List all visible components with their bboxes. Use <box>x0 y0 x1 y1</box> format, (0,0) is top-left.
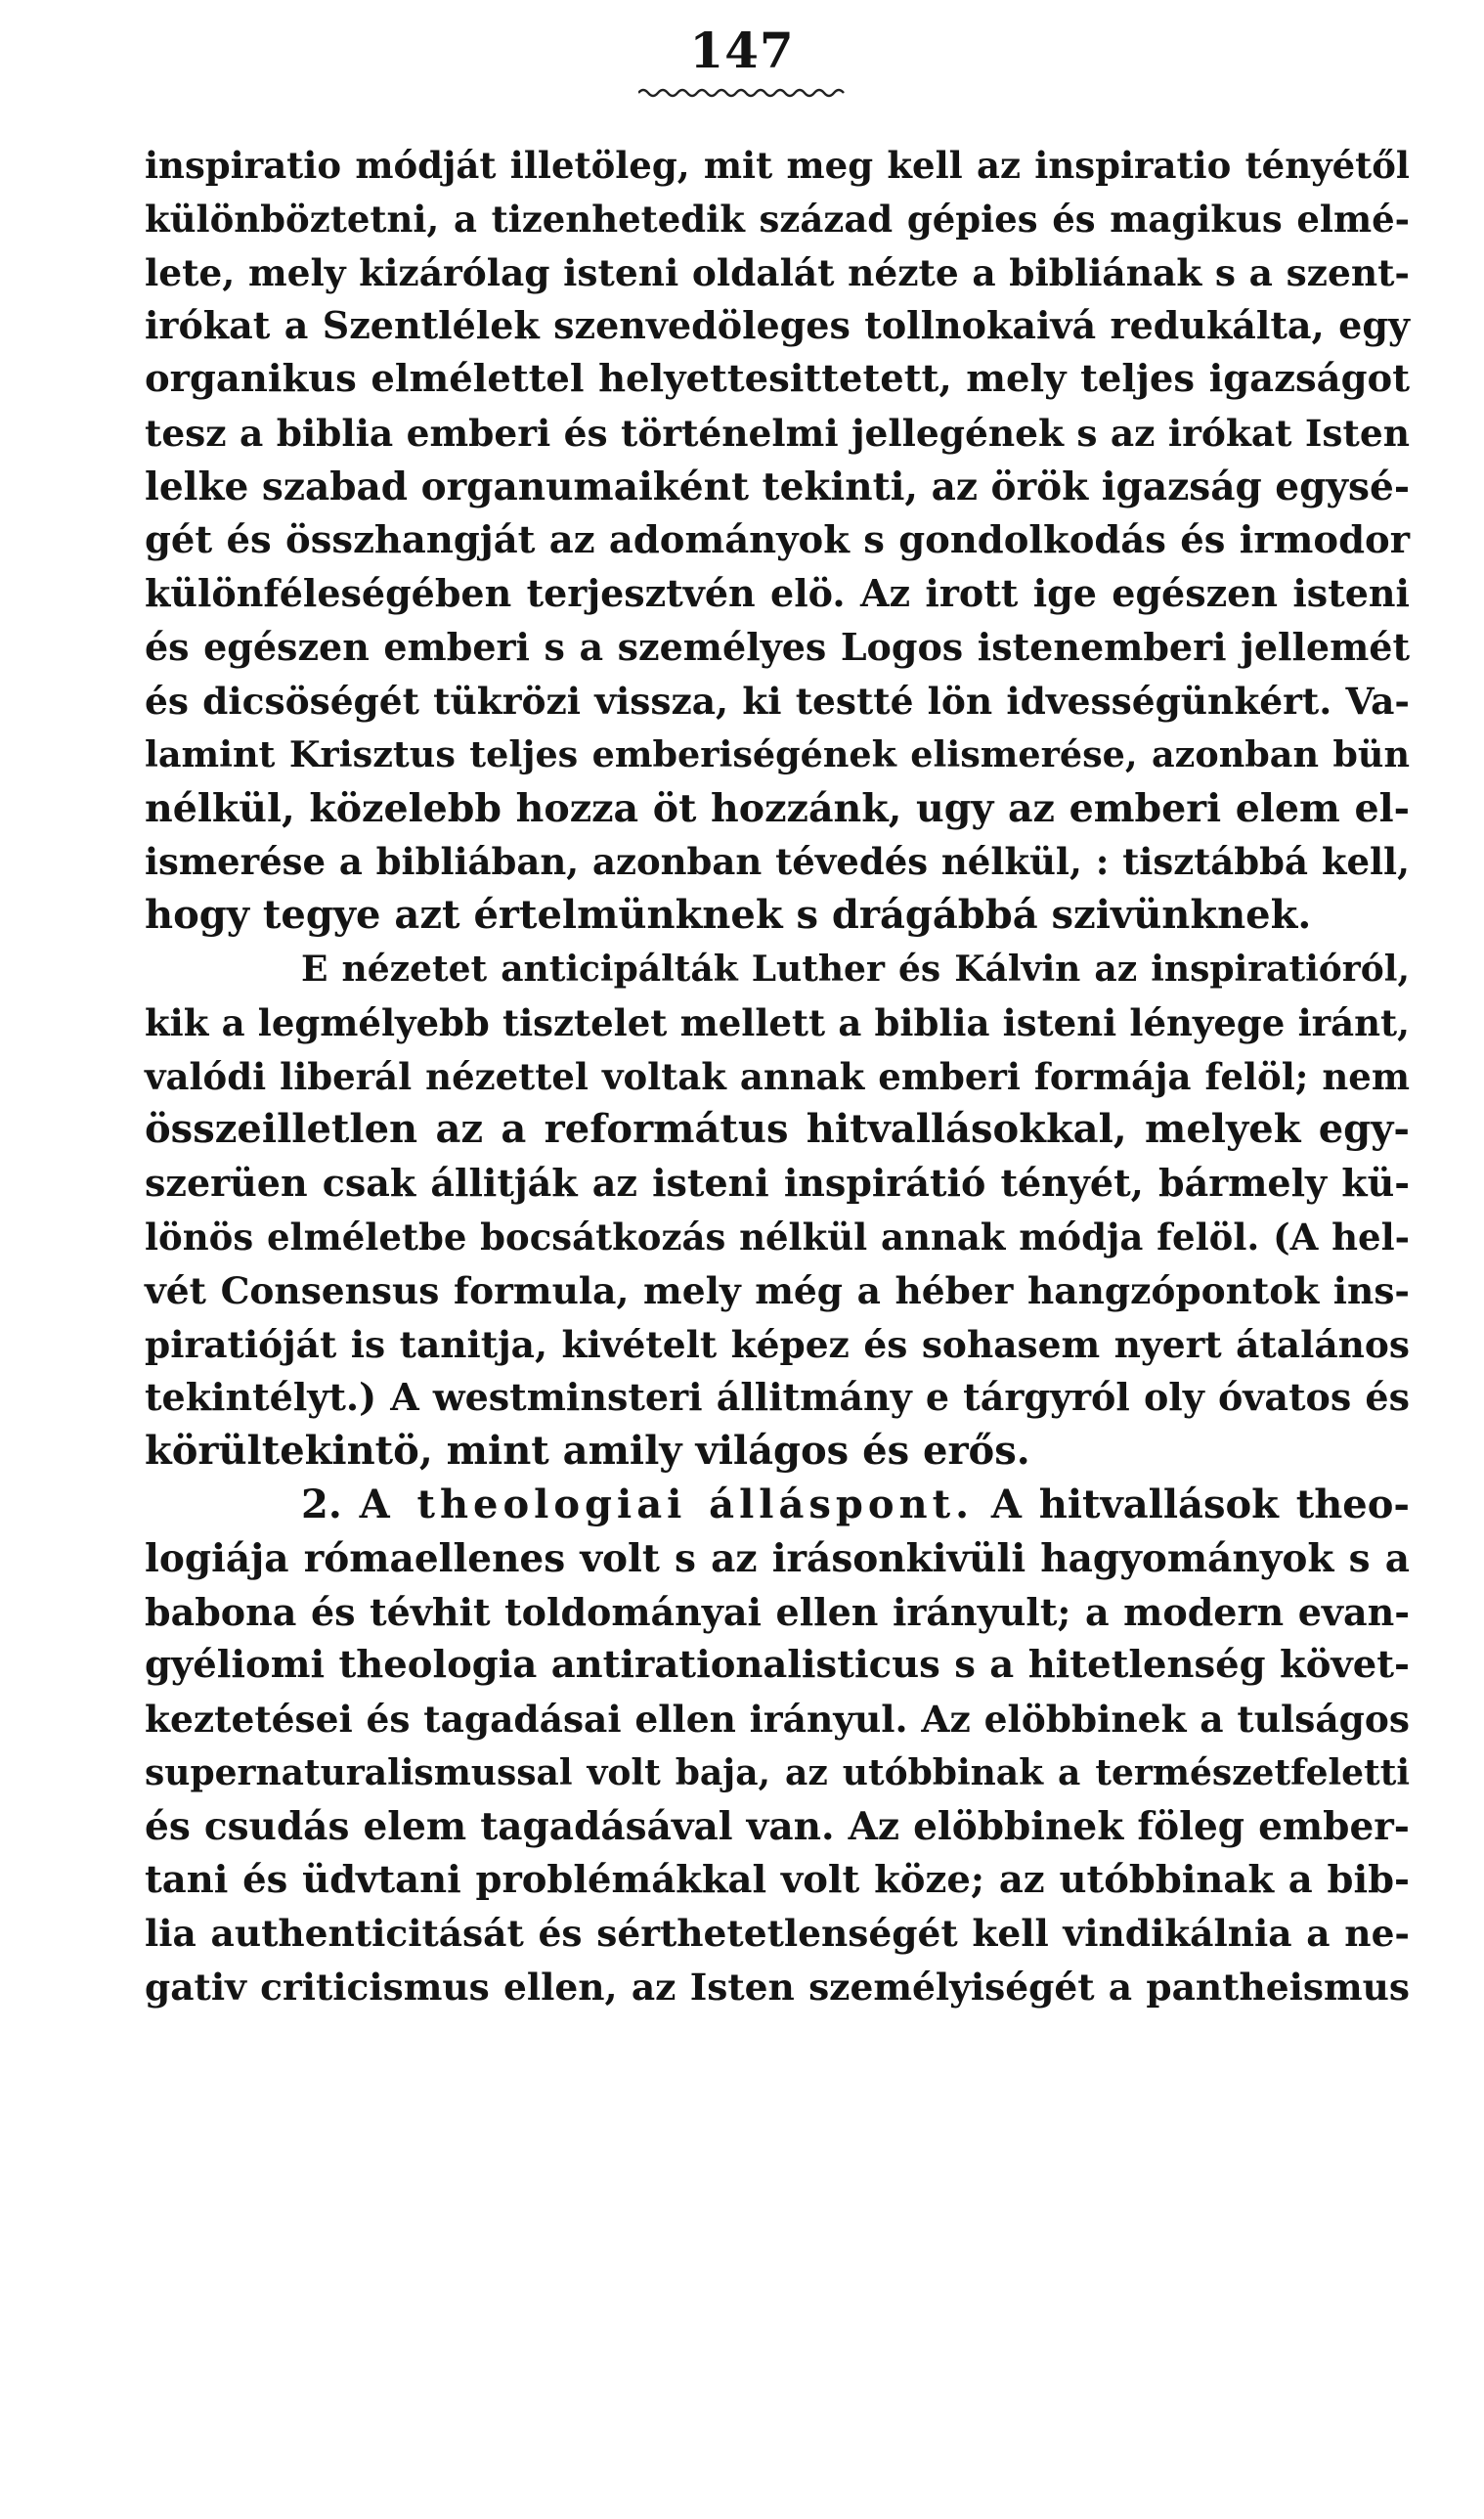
text-line: szerüen csak állitják az isteni inspirátió tényét, bármely kü- <box>145 1161 1410 1206</box>
text-line: piratióját is tanitja, kivételt képez és sohasem nyert átalános <box>145 1322 1410 1366</box>
text-line: kik a legmélyebb tisztelet mellett a biblia isteni lényege iránt, <box>145 1000 1410 1044</box>
section-number: 2. <box>301 1480 342 1527</box>
section-heading-continuation: A hitvallások theo- <box>990 1480 1410 1527</box>
text-line: valódi liberál nézettel voltak annak emberi formája felöl; nem <box>145 1054 1410 1098</box>
text-line: keztetései és tagadásai ellen irányul. Az elöbbinek a tulságos <box>145 1698 1410 1742</box>
section-heading-line <box>145 1479 1410 1532</box>
text-line: logiája rómaellenes volt s az irásonkivüli hagyományok s a <box>145 1535 1410 1581</box>
text-line: supernaturalismussal volt baja, az utóbbinak a természetfeletti <box>145 1751 1410 1793</box>
text-line: és dicsöségét tükrözi vissza, ki testté lön idvességünkért. Va- <box>145 679 1410 723</box>
text-line: különféleségében terjesztvén elö. Az irott ige egészen isteni <box>145 571 1410 616</box>
text-line: tani és üdvtani problémákkal volt köze; az utóbbinak a bib- <box>145 1857 1410 1902</box>
paragraph-first-line: E nézetet anticipálták Luther és Kálvin az inspiratióról, <box>301 948 1410 990</box>
text-line: gyéliomi theologia antirationalisticus s a hitetlenség követ- <box>145 1643 1410 1688</box>
text-line: különböztetni, a tizenhetedik század gépies és magikus elmé- <box>145 197 1410 241</box>
text-line: babona és tévhit toldományai ellen irányult; a modern evan- <box>145 1589 1410 1634</box>
page-number: 147 <box>689 22 795 79</box>
text-line: vét Consensus formula, mely még a héber hangzópontok ins- <box>145 1268 1410 1312</box>
text-line: ismerése a bibliában, azonban tévedés nélkül, : tisztábbá kell, <box>145 840 1410 884</box>
section-title: A theologiai álláspont. <box>359 1480 975 1527</box>
text-line: körültekintö, mint amily világos és erős. <box>145 1428 1030 1475</box>
text-line: nélkül, közelebb hozza öt hozzánk, ugy az emberi elem el- <box>145 785 1410 831</box>
text-line: inspiratio módját illetöleg, mit meg kell az inspiratio tényétől <box>145 144 1410 187</box>
decorative-wavy-rule <box>638 86 846 100</box>
text-line: tekintélyt.) A westminsteri állitmány e tárgyról oly óvatos és <box>145 1375 1410 1420</box>
text-line: lönös elméletbe bocsátkozás nélkül annak módja felöl. (A hel- <box>145 1215 1410 1259</box>
text-line: lelke szabad organumaiként tekinti, az örök igazság egysé- <box>145 464 1411 509</box>
text-line: gativ criticismus ellen, az Isten személyiségét a pantheismus <box>145 1966 1410 2010</box>
text-line: és egészen emberi s a személyes Logos istenemberi jellemét <box>145 625 1410 670</box>
body-text <box>145 139 1410 2014</box>
text-line: lamint Krisztus teljes emberiségének elismerése, azonban bün <box>145 732 1410 775</box>
text-line: hogy tegye azt értelmünknek s drágábbá szivünknek. <box>145 892 1312 939</box>
text-line: tesz a biblia emberi és történelmi jellegének s az irókat Isten <box>145 411 1410 455</box>
text-line: irókat a Szentlélek szenvedöleges tollnokaivá redukálta, egy <box>145 303 1410 348</box>
text-line: összeilletlen az a református hitvallásokkal, melyek egy- <box>145 1106 1410 1153</box>
text-line: és csudás elem tagadásával van. Az elöbbinek föleg ember- <box>145 1803 1410 1849</box>
text-line: lete, mely kizárólag isteni oldalát nézte a bibliának s a szent- <box>145 250 1410 294</box>
text-line: lia authenticitását és sérthetetlenségét kell vindikálnia a ne- <box>145 1912 1410 1956</box>
text-line: organikus elmélettel helyettesittetett, mely teljes igazságot <box>145 357 1410 402</box>
text-line: gét és összhangját az adományok s gondolkodás és irmodor <box>145 517 1410 562</box>
